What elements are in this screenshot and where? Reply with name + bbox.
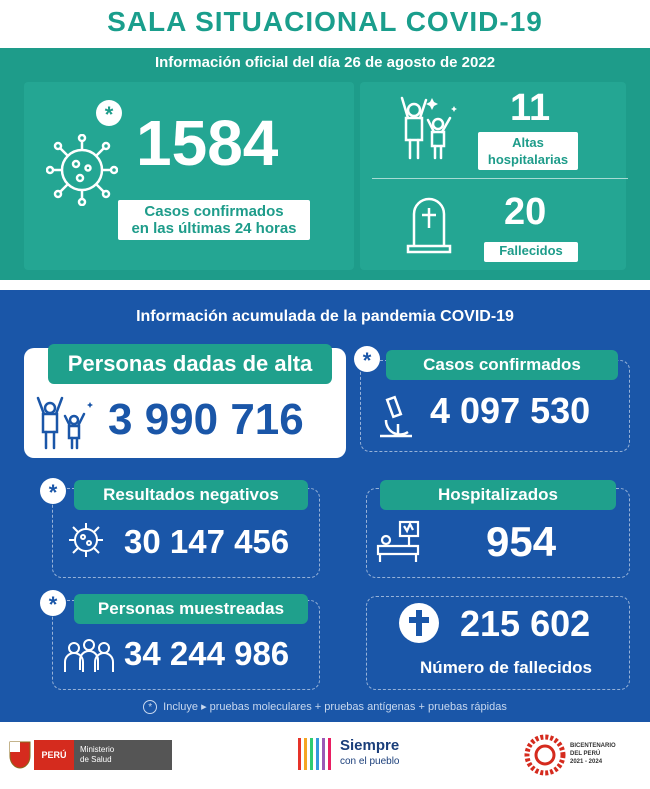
daily-discharges-label: Altas hospitalarias — [478, 132, 578, 170]
confirmed-value: 4 097 530 — [430, 390, 591, 431]
hospitalized-label: Hospitalizados — [380, 480, 616, 510]
discharged-card — [24, 348, 346, 458]
microscope-icon — [376, 394, 416, 440]
page-title: SALA SITUACIONAL COVID-19 — [107, 6, 543, 37]
negatives-label: Resultados negativos — [74, 480, 308, 510]
daily-cases-value: 1584 — [136, 107, 279, 179]
coat-of-arms-logo — [8, 740, 32, 770]
deceased-label: Número de fallecidos — [420, 658, 592, 677]
hospital-bed-icon — [376, 520, 422, 564]
deceased-value: 215 602 — [460, 603, 591, 644]
discharged-label: Personas dadas de alta — [48, 344, 332, 384]
discharged-people-icon — [32, 394, 98, 452]
footnote-mark: * — [143, 700, 157, 714]
negatives-value: 30 147 456 — [124, 523, 290, 560]
slogan: Siempre con el pueblo — [340, 737, 400, 767]
tombstone-icon — [406, 192, 452, 254]
bicentenario-text: BICENTENARIO DEL PERÚ 2021 - 2024 — [570, 743, 616, 765]
sampled-value: 34 244 986 — [124, 635, 290, 672]
bicentenario-logo-icon — [524, 734, 566, 776]
footnote: * Incluye ▸ pruebas moleculares + pruebas antígenas + pruebas rápidas — [0, 700, 650, 714]
sampled-label: Personas muestreadas — [74, 594, 308, 624]
daily-cases-card — [24, 82, 354, 270]
daily-deaths-value: 20 — [504, 191, 547, 233]
daily-section — [0, 48, 650, 280]
daily-deaths-label: Fallecidos — [484, 242, 578, 262]
asterisk-badge: * — [96, 100, 122, 126]
virus-icon — [46, 134, 118, 206]
confirmed-label: Casos confirmados — [386, 350, 618, 380]
daily-outcomes-card — [360, 82, 626, 270]
daily-subtitle: Información oficial del día 26 de agosto de 2022 — [154, 54, 496, 71]
discharged-value: 3 990 716 — [108, 395, 304, 444]
people-group-icon — [62, 636, 116, 676]
asterisk-badge: * — [354, 346, 380, 372]
hospitalized-value: 954 — [486, 518, 557, 565]
cumulative-section — [0, 290, 650, 722]
daily-cases-label: Casos confirmados en las últimas 24 horas — [118, 200, 310, 240]
asterisk-badge: * — [40, 590, 66, 616]
siempre-logo-icon — [296, 734, 336, 774]
peru-logo: PERÚ — [34, 740, 74, 770]
footer — [0, 722, 650, 789]
ministry-logo: Ministerio de Salud — [74, 740, 172, 770]
divider — [372, 178, 628, 179]
cumulative-subtitle: Información acumulada de la pandemia COVID-19 — [136, 308, 514, 325]
asterisk-badge: * — [40, 478, 66, 504]
cross-icon — [398, 602, 440, 644]
daily-discharges-value: 11 — [510, 87, 551, 129]
discharged-people-icon — [396, 94, 460, 164]
virus-icon — [66, 520, 106, 560]
